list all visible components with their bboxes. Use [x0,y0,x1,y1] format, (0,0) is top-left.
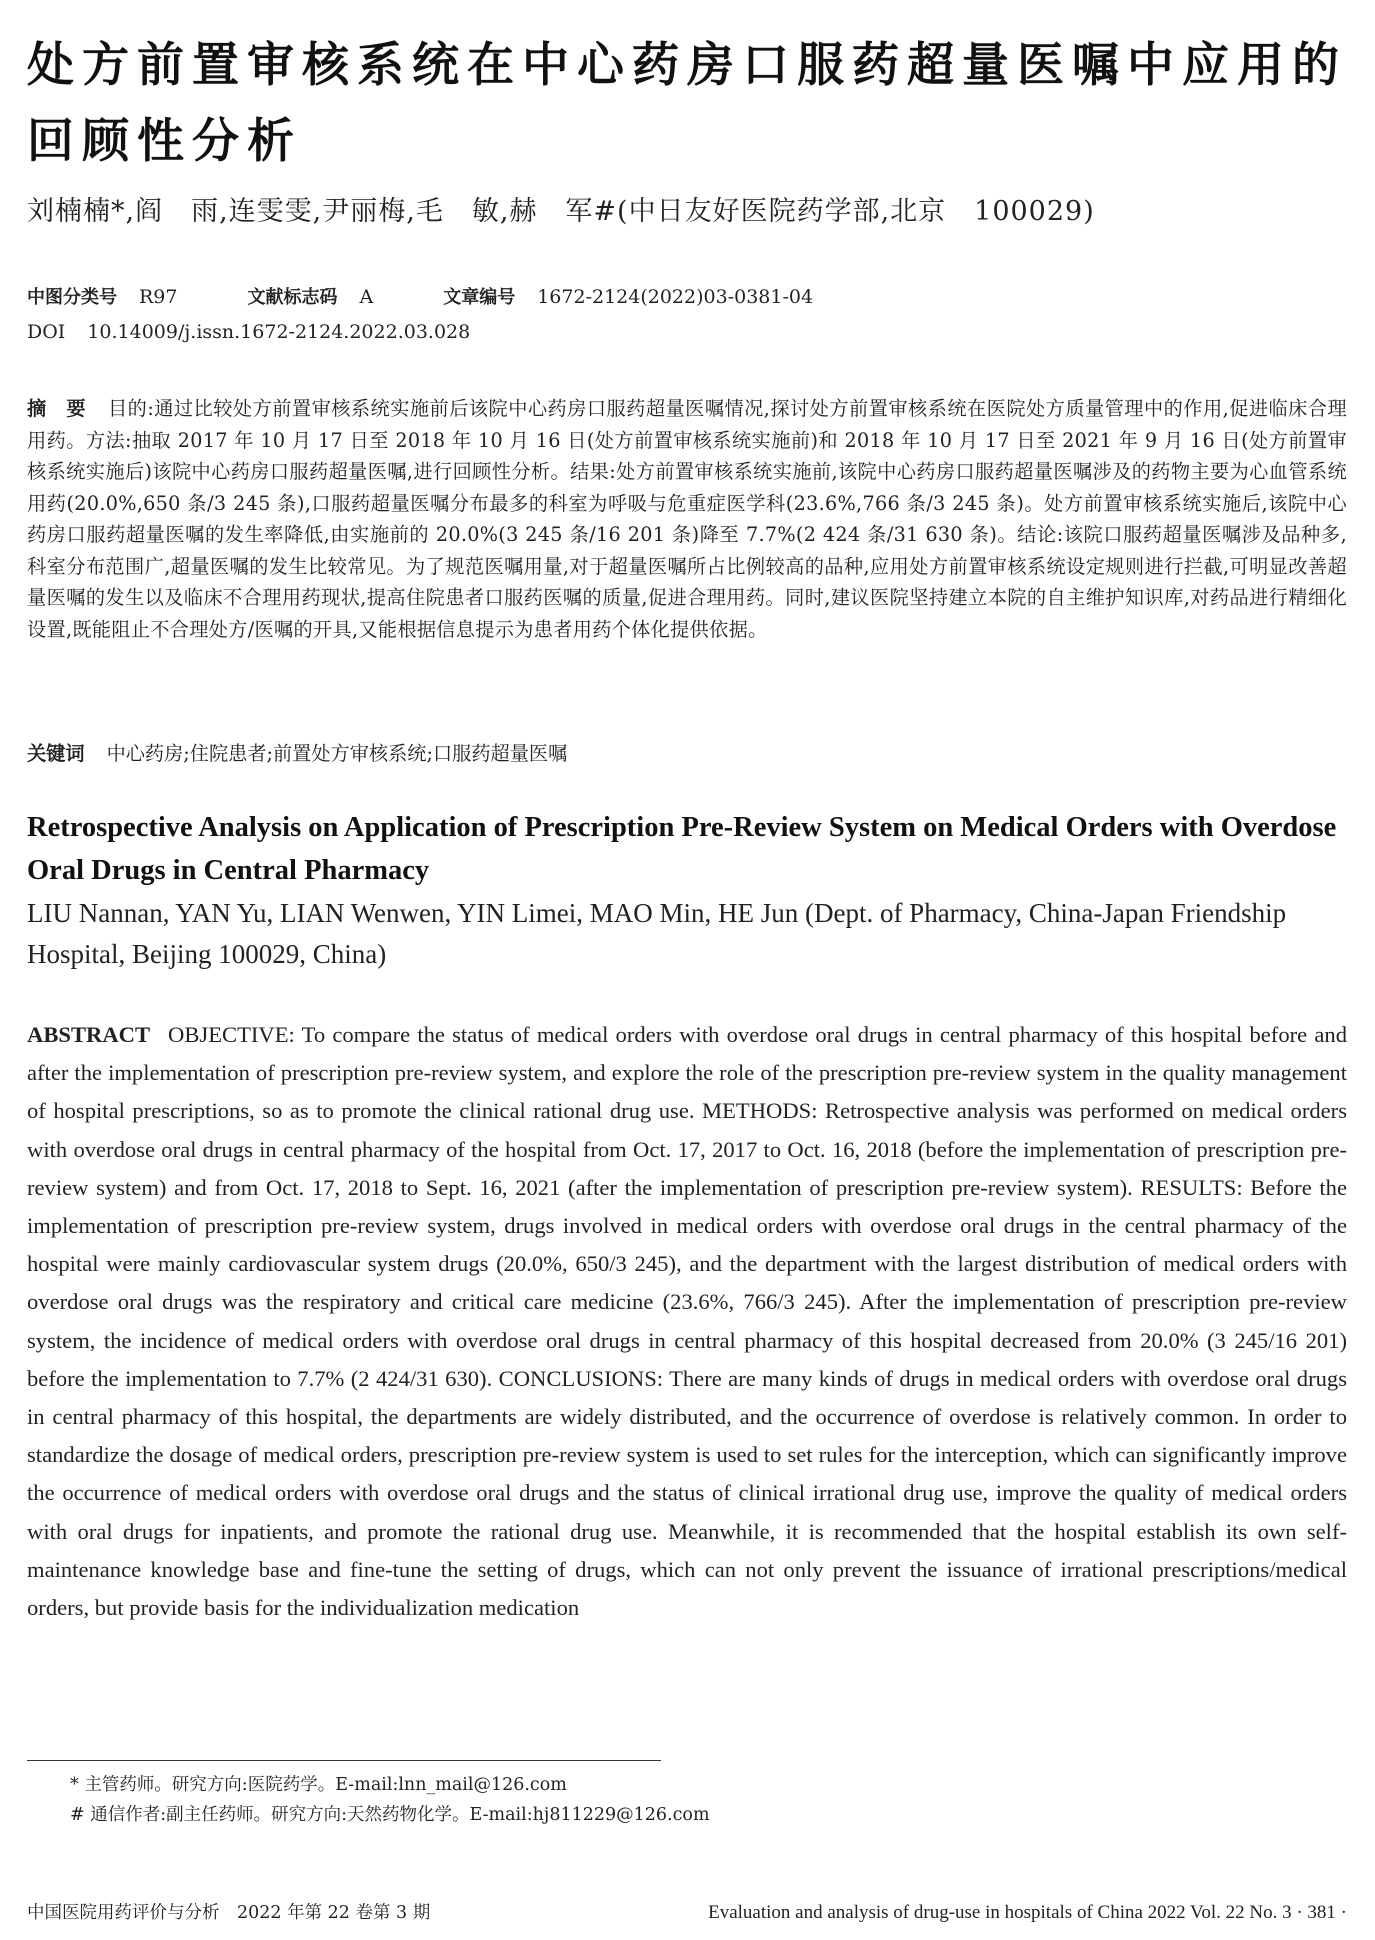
footnotes [70,1770,1270,1830]
abstract-cn-label: 摘 要 [27,397,86,420]
abstract-cn-text: 目的:通过比较处方前置审核系统实施前后该院中心药房口服药超量医嘱情况,探讨处方前置审核系统在医院处方质量管理中的作用,促进临床合理用药。方法:抽取 2017 年 10 月 17 日至 2018 年 10 月 16 日(处方前置审核系统实施前)和 2018 年 10 月 17 日至 2021 年 9 月 16 日(处方前置审核系统实施后)该院中心药房口服药超量医嘱,进行回顾性分析。结果:处方前置审核系统实施前,该院中心药房口服药超量医嘱涉及的药物主要为心血管系统用药(20.0%,650 条/3 245 条),口服药超量医嘱分布最多的科室为呼吸与危重症医学科(23.6%,766 条/3 245 条)。处方前置审核系统实施后,该院中心药房口服药超量医嘱的发生率降低,由实施前的 20.0%(3 245 条/16 201 条)降至 7.7%(2 424 条/31 630 条)。结论:该院口服药超量医嘱涉及品种多,科室分布范围广,超量医嘱的发生比较常见。为了规范医嘱用量,对于超量医嘱所占比例较高的品种,应用处方前置审核系统设定规则进行拦截,可明显改善超量医嘱的发生以及临床不合理用药现状,提高住院患者口服药医嘱的质量,促进合理用药。同时,建议医院坚持建立本院的自主维护知识库,对药品进行精细化设置,既能阻止不合理处方/医嘱的开具,又能根据信息提示为患者用药个体化提供依据。 [27,397,1347,641]
keywords-cn-text: 中心药房;住院患者;前置处方审核系统;口服药超量医嘱 [106,742,568,765]
article-no-value: 1672-2124(2022)03-0381-04 [537,286,814,308]
clc-value: R97 [139,286,178,308]
article-no-label: 文章编号 [443,287,516,308]
doi-value: 10.14009/j.issn.1672-2124.2022.03.028 [87,321,471,343]
footnote-divider [27,1760,661,1761]
title-cn: 处方前置审核系统在中心药房口服药超量医嘱中应用的回顾性分析 [27,38,1347,169]
meta-row-classification [27,280,1347,315]
abstract-cn [27,393,1347,645]
footer-journal-en: Evaluation and analysis of drug-use in hospitals of China 2022 Vol. 22 No. 3 · 381 · [708,1902,1347,1923]
page-footer [27,1898,1347,1928]
footnote-corresponding-author: # 通信作者:副主任药师。研究方向:天然药物化学。E-mail:hj811229@126.com [70,1805,710,1825]
footnote-first-author: * 主管药师。研究方向:医院药学。E-mail:lnn_mail@126.com [70,1775,567,1795]
doc-code-label: 文献标志码 [247,287,338,308]
keywords-cn-label: 关键词 [27,742,85,765]
footer-journal-cn: 中国医院用药评价与分析 2022 年第 22 卷第 3 期 [27,1903,431,1923]
keywords-cn [27,738,1347,770]
authors-en: LIU Nannan, YAN Yu, LIAN Wenwen, YIN Limei, MAO Min, HE Jun (Dept. of Pharmacy, China-Japan Friendship Hospital, Beijing 100029, China) [27,898,1287,969]
clc-label: 中图分类号 [27,287,117,308]
abstract-en-text: OBJECTIVE: To compare the status of medical orders with overdose oral drugs in central pharmacy of this hospital before and after the implementation of prescription pre-review system, and explore the role of the prescription pre-review system in the quality management of hospital prescriptions, so as to promote the clinical rational drug use. METHODS: Retrospective analysis was performed on medical orders with overdose oral drugs in central pharmacy of the hospital from Oct. 17, 2017 to Oct. 16, 2018 (before the implementation of prescription pre-review system) and from Oct. 17, 2018 to Sept. 16, 2021 (after the implementation of prescription pre-review system). RESULTS: Before the implementation of prescription pre-review system, drugs involved in medical orders with overdose oral drugs in the central pharmacy of the hospital were mainly cardiovascular system drugs (20.0%, 650/3 245), and the department with the largest distribution of medical orders with overdose oral drugs was the respiratory and critical care medicine (23.6%, 766/3 245). After the implementation of prescription pre-review system, the incidence of medical orders with overdose oral drugs in central pharmacy of this hospital decreased from 20.0% (3 245/16 201) before the implementation to 7.7% (2 424/31 630). CONCLUSIONS: There are many kinds of drugs in medical orders with overdose oral drugs in central pharmacy of this hospital, the departments are widely distributed, and the occurrence of overdose is relatively common. In order to standardize the dosage of medical orders, prescription pre-review system is used to set rules for the interception, which can significantly improve the occurrence of medical orders with overdose oral drugs and the status of clinical irrational drug use, improve the quality of medical orders with oral drugs for inpatients, and promote the rational drug use. Meanwhile, it is recommended that the hospital establish its own self-maintenance knowledge base and fine-tune the setting of drugs, which can not only prevent the issuance of irrational prescriptions/medical orders, but provide basis for the individualization medication [27,1022,1347,1621]
abstract-en-label: ABSTRACT [27,1022,151,1047]
authors-cn: 刘楠楠*,阎 雨,连雯雯,尹丽梅,毛 敏,赫 军#(中日友好医院药学部,北京 100029) [27,196,1095,227]
title-en: Retrospective Analysis on Application of Prescription Pre-Review System on Medical Orders with Overdose Oral Drugs in Central Pharmacy [27,812,1337,886]
meta-row-doi [27,315,1347,349]
abstract-en [27,1016,1347,1627]
article-meta [27,280,1347,349]
doi-label: DOI [27,321,66,343]
doc-code-value: A [359,286,374,308]
